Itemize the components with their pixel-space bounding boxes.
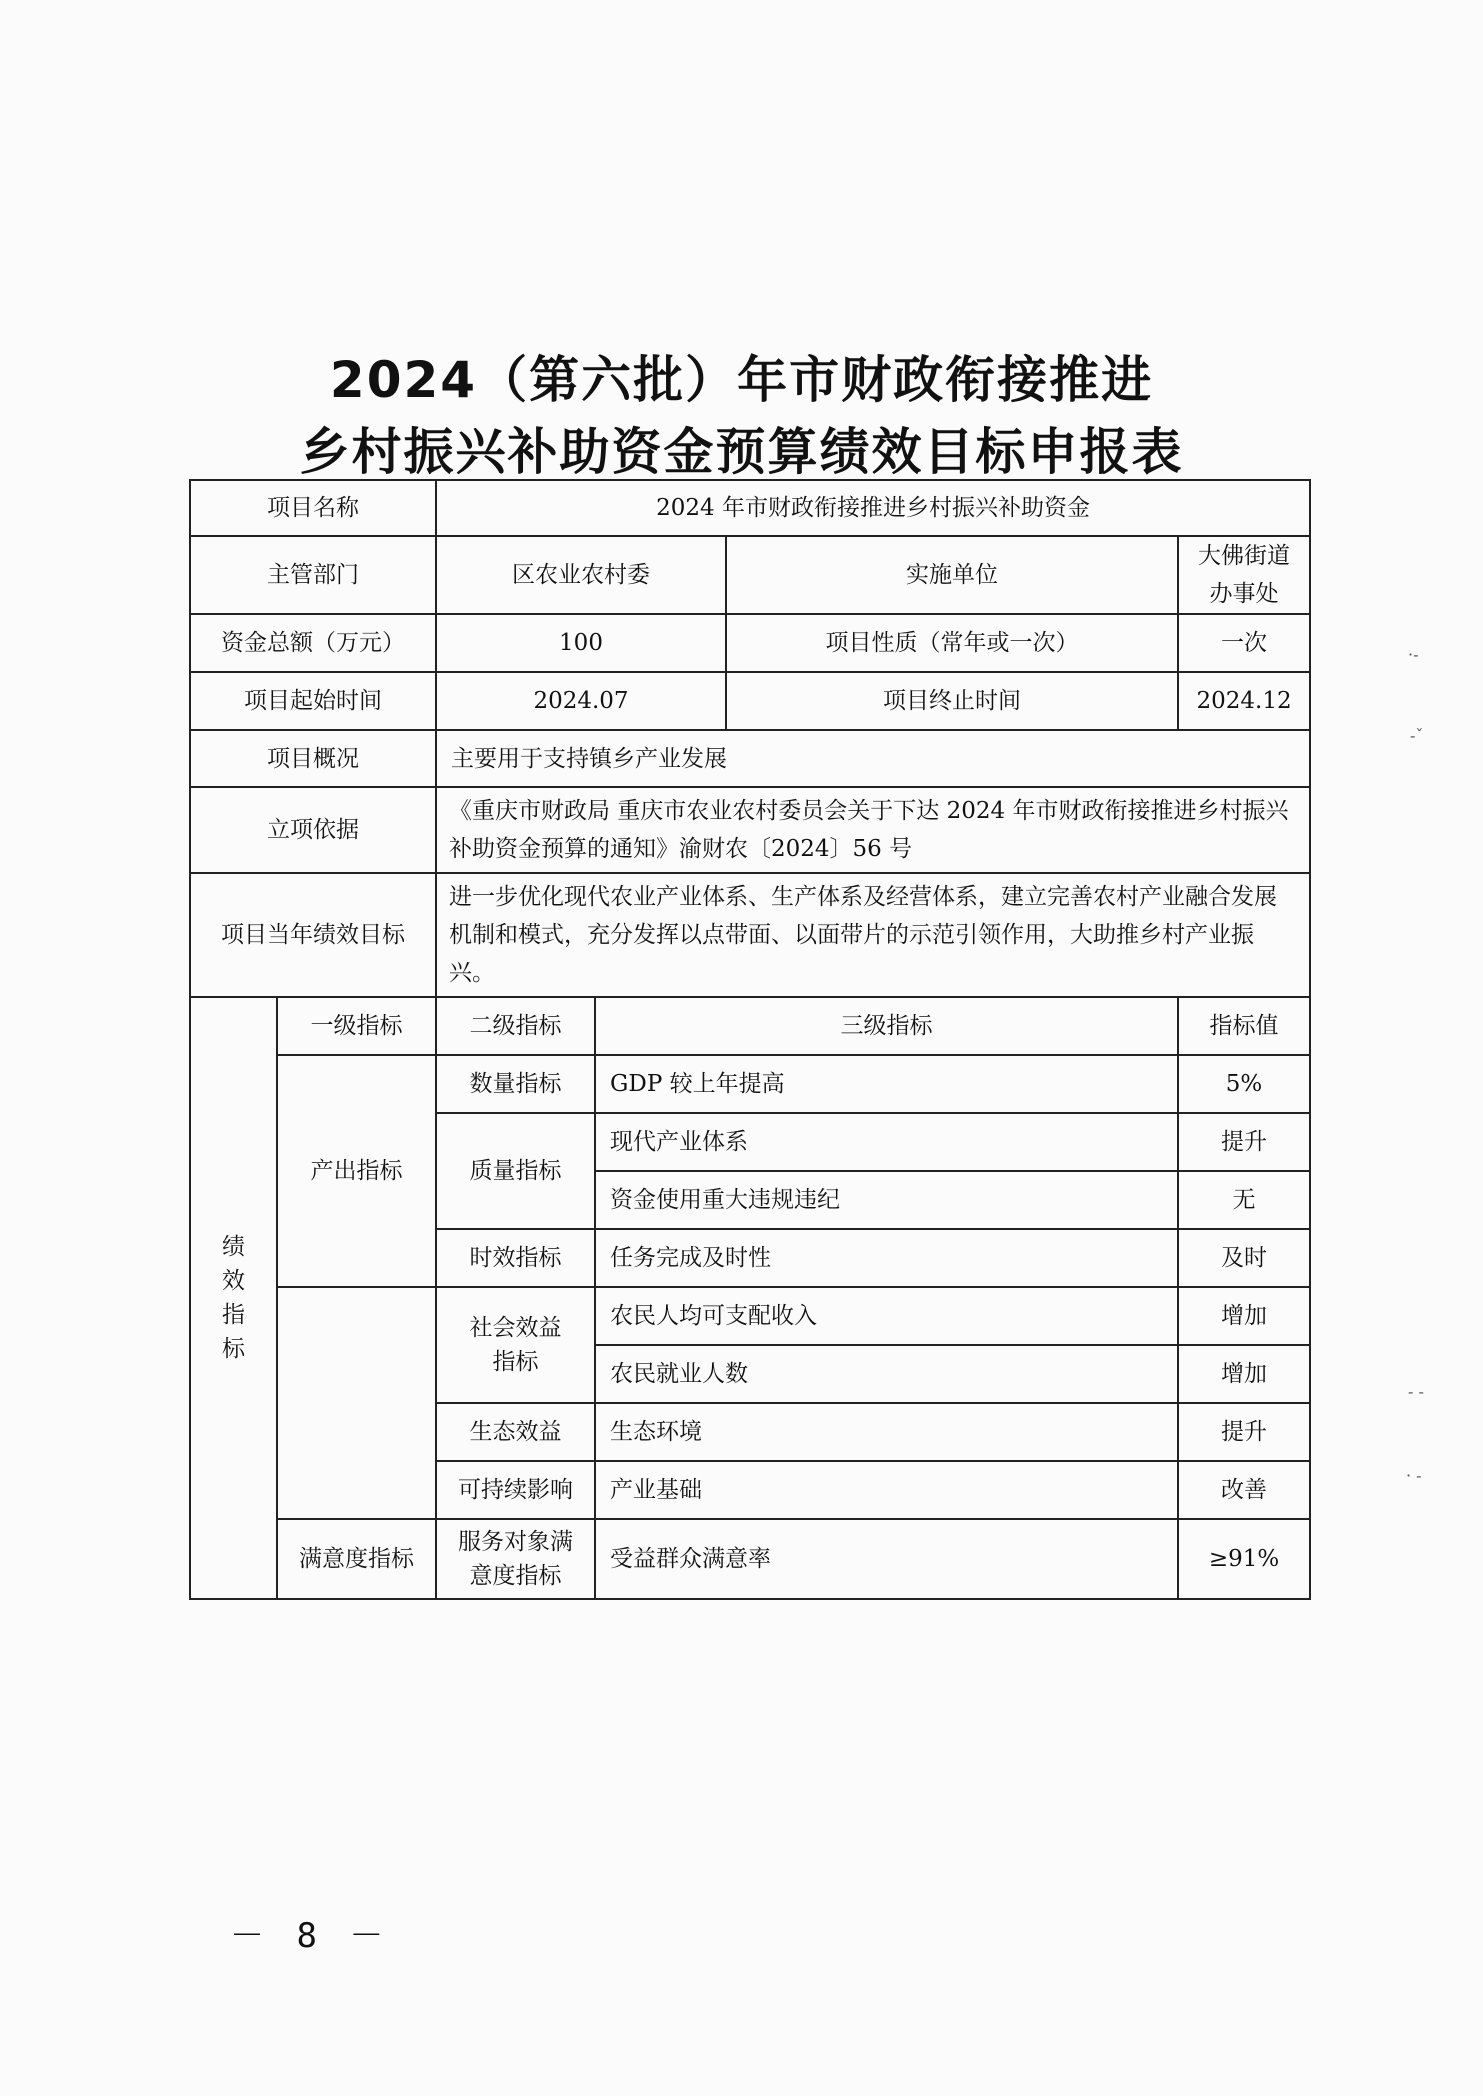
level3-header: 三级指标 — [595, 997, 1178, 1055]
effect-indicator-blank — [277, 1287, 436, 1519]
indicator-value: 提升 — [1178, 1403, 1310, 1461]
level2-header: 二级指标 — [436, 997, 595, 1055]
table-row — [190, 1287, 1310, 1345]
document-title-line-1: 2024（第六批）年市财政衔接推进 — [329, 351, 1154, 409]
service-satisfaction-indicator-label: 服务对象满意度指标 — [436, 1519, 595, 1599]
social-benefit-indicator-label: 社会效益指标 — [436, 1287, 595, 1403]
output-indicator-label: 产出指标 — [277, 1055, 436, 1287]
indicator-value: 改善 — [1178, 1461, 1310, 1519]
indicator-item: 受益群众满意率 — [595, 1519, 1178, 1599]
row-overview — [190, 730, 1310, 787]
eco-benefit-indicator-label: 生态效益 — [436, 1403, 595, 1461]
row-basis — [190, 787, 1310, 873]
dept-value: 区农业农村委 — [436, 536, 726, 614]
fund-value: 100 — [436, 614, 726, 672]
start-value: 2024.07 — [436, 672, 726, 730]
row-annual-goal — [190, 873, 1310, 997]
scan-speck: · - — [1406, 1466, 1422, 1485]
document-title-line-2: 乡村振兴补助资金预算绩效目标申报表 — [299, 423, 1184, 481]
end-label: 项目终止时间 — [726, 672, 1178, 730]
indicator-value: 及时 — [1178, 1229, 1310, 1287]
dept-label: 主管部门 — [190, 536, 436, 614]
impl-label: 实施单位 — [726, 536, 1178, 614]
performance-target-table — [189, 479, 1311, 1600]
sustainability-indicator-label: 可持续影响 — [436, 1461, 595, 1519]
project-name-value: 2024 年市财政衔接推进乡村振兴补助资金 — [436, 480, 1310, 536]
overview-value: 主要用于支持镇乡产业发展 — [436, 730, 1310, 787]
indicator-item: 农民就业人数 — [595, 1345, 1178, 1403]
indicator-item: GDP 较上年提高 — [595, 1055, 1178, 1113]
overview-label: 项目概况 — [190, 730, 436, 787]
row-project-name — [190, 480, 1310, 536]
level1-header: 一级指标 — [277, 997, 436, 1055]
satisfaction-indicator-label: 满意度指标 — [277, 1519, 436, 1599]
indicator-header-row — [190, 997, 1310, 1055]
indicator-value: 增加 — [1178, 1287, 1310, 1345]
page-number: － 8 － — [230, 1916, 390, 1956]
quantity-indicator-label: 数量指标 — [436, 1055, 595, 1113]
performance-indicator-group-label: 绩效指标 — [190, 997, 277, 1599]
value-header: 指标值 — [1178, 997, 1310, 1055]
indicator-item: 任务完成及时性 — [595, 1229, 1178, 1287]
basis-value: 《重庆市财政局 重庆市农业农村委员会关于下达 2024 年市财政衔接推进乡村振兴补助资金预算的通知》渝财农〔2024〕56 号 — [436, 787, 1310, 873]
indicator-item: 产业基础 — [595, 1461, 1178, 1519]
scan-speck: -ˇ — [1410, 726, 1424, 745]
quality-indicator-label: 质量指标 — [436, 1113, 595, 1229]
indicator-value: 5% — [1178, 1055, 1310, 1113]
timeliness-indicator-label: 时效指标 — [436, 1229, 595, 1287]
nature-label: 项目性质（常年或一次） — [726, 614, 1178, 672]
indicator-item: 农民人均可支配收入 — [595, 1287, 1178, 1345]
nature-value: 一次 — [1178, 614, 1310, 672]
row-department — [190, 536, 1310, 614]
row-fund — [190, 614, 1310, 672]
indicator-value: 增加 — [1178, 1345, 1310, 1403]
indicator-value: 无 — [1178, 1171, 1310, 1229]
row-dates — [190, 672, 1310, 730]
impl-value: 大佛街道办事处 — [1178, 536, 1310, 614]
table-row — [190, 1519, 1310, 1599]
goal-label: 项目当年绩效目标 — [190, 873, 436, 997]
indicator-item: 现代产业体系 — [595, 1113, 1178, 1171]
table-row — [190, 1055, 1310, 1113]
fund-label: 资金总额（万元） — [190, 614, 436, 672]
scan-speck: - - — [1408, 1382, 1424, 1401]
project-name-label: 项目名称 — [190, 480, 436, 536]
indicator-value: 提升 — [1178, 1113, 1310, 1171]
end-value: 2024.12 — [1178, 672, 1310, 730]
indicator-item: 生态环境 — [595, 1403, 1178, 1461]
indicator-value: ≥91% — [1178, 1519, 1310, 1599]
goal-value: 进一步优化现代农业产业体系、生产体系及经营体系，建立完善农村产业融合发展机制和模式，充分发挥以点带面、以面带片的示范引领作用，大助推乡村产业振兴。 — [436, 873, 1310, 997]
start-label: 项目起始时间 — [190, 672, 436, 730]
indicator-item: 资金使用重大违规违纪 — [595, 1171, 1178, 1229]
basis-label: 立项依据 — [190, 787, 436, 873]
scan-speck: ·- — [1408, 645, 1419, 664]
